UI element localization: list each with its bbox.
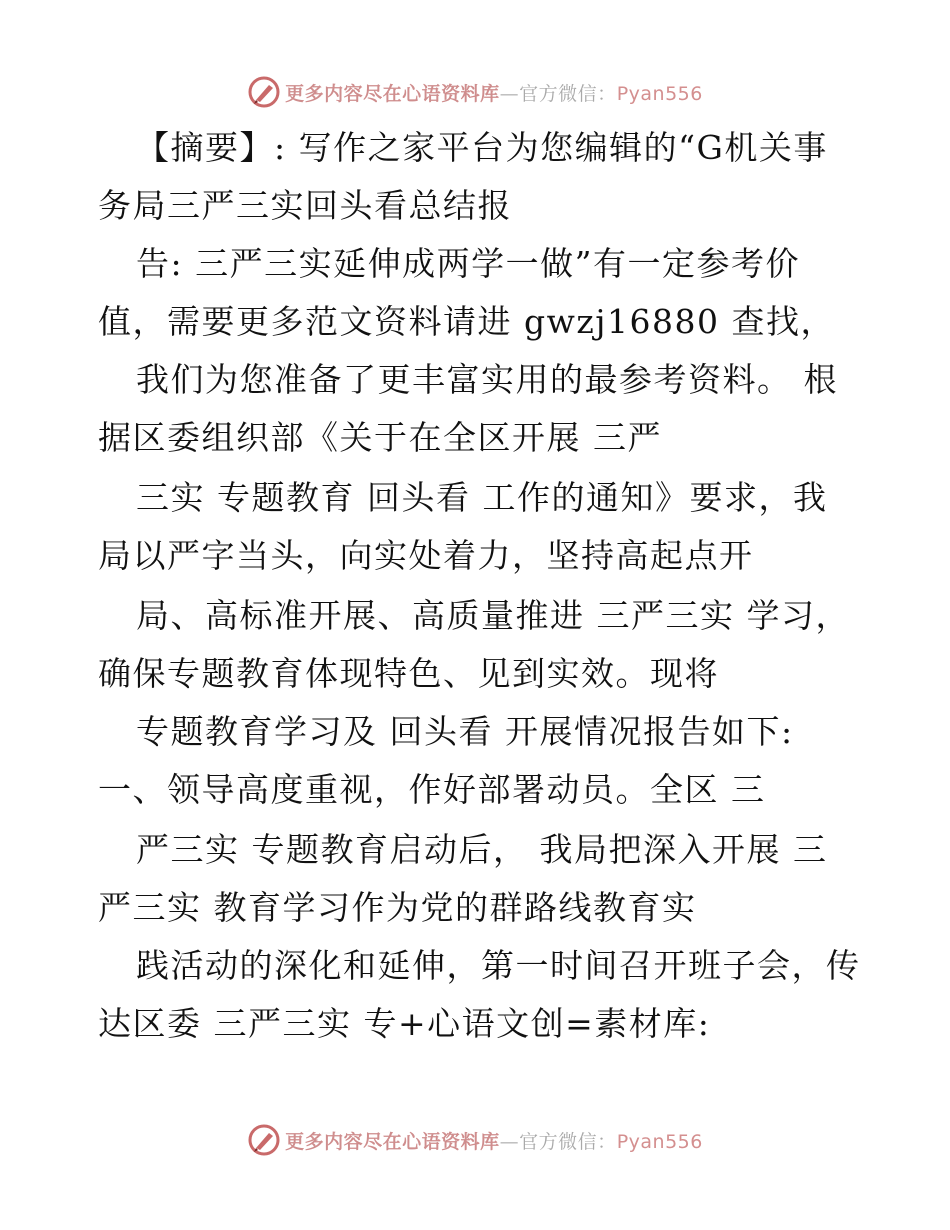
watermark-separator: —: [499, 1130, 520, 1153]
doc-line-14: 严三实 教育学习作为党的群路线教育实: [98, 888, 697, 927]
doc-line-2: 务局三严三实回头看总结报: [98, 186, 512, 225]
footer-watermark: [0, 1120, 950, 1160]
header-watermark: [0, 72, 950, 112]
watermark-wechat-label: 官方微信：: [519, 82, 617, 105]
doc-line-1: 【摘要】: 写作之家平台为您编辑的“G机关事: [136, 128, 828, 167]
pen-logo-icon: [247, 75, 281, 109]
doc-line-10: 确保专题教育体现特色、见到实效。现将: [98, 654, 719, 693]
watermark-wechat-id: Pyan556: [616, 1130, 703, 1153]
doc-line-9: 局、高标准开展、高质量推进 三严三实 学习，: [136, 596, 850, 635]
doc-line-13: 严三实 专题教育启动后， 我局把深入开展 三: [136, 830, 828, 869]
doc-line-3: 告: 三严三实延伸成两学一做”有一定参考价: [136, 244, 800, 283]
doc-line-5: 我们为您准备了更丰富实用的最参考资料。 根: [136, 360, 838, 399]
watermark-text: [285, 79, 703, 106]
pen-logo-icon: [247, 1123, 281, 1157]
doc-line-16: 达区委 三严三实 专+心语文创=素材库:: [98, 1004, 711, 1043]
watermark-text: [285, 1127, 703, 1154]
doc-line-7: 三实 专题教育 回头看 工作的通知》要求，我: [136, 478, 828, 517]
doc-line-6: 据区委组织部《关于在全区开展 三严: [98, 418, 662, 457]
doc-line-4: 值，需要更多范文资料请进 gwzj16880 查找，: [98, 302, 835, 341]
doc-line-12: 一、领导高度重视，作好部署动员。全区 三: [98, 770, 766, 809]
watermark-site-text: 更多内容尽在心语资料库: [285, 1130, 500, 1153]
doc-line-8: 局以严字当头，向实处着力，坚持高起点开: [98, 536, 754, 575]
doc-line-15: 践活动的深化和延伸，第一时间召开班子会，传: [136, 946, 861, 985]
watermark-wechat-label: 官方微信：: [519, 1130, 617, 1153]
watermark-wechat-id: Pyan556: [616, 82, 703, 105]
watermark-site-text: 更多内容尽在心语资料库: [285, 82, 500, 105]
watermark-separator: —: [499, 82, 520, 105]
doc-line-11: 专题教育学习及 回头看 开展情况报告如下:: [136, 712, 794, 751]
